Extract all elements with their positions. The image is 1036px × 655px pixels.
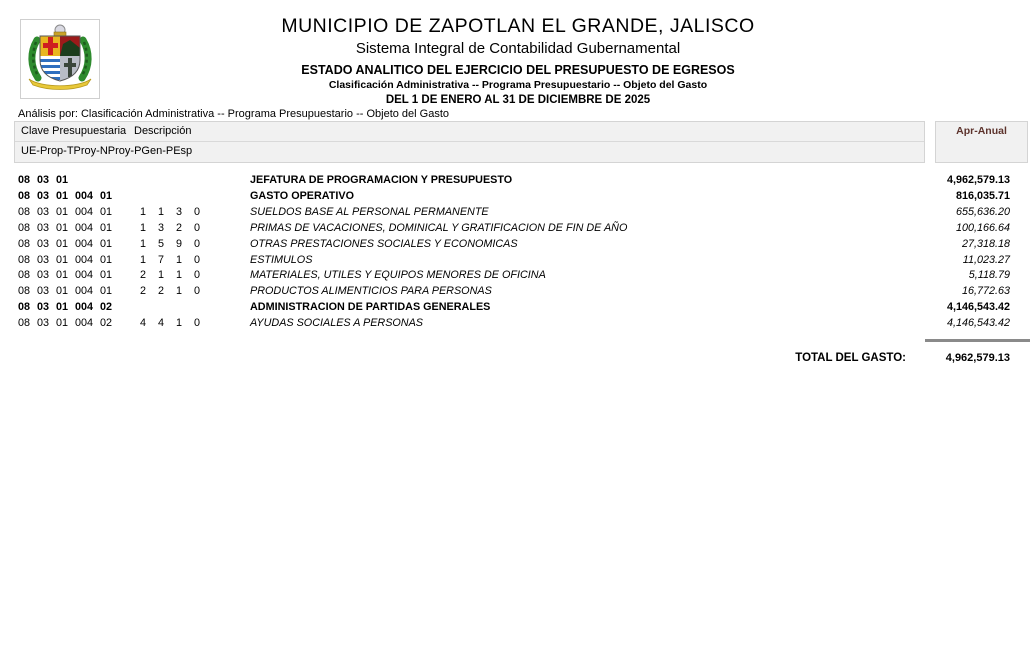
row-code-group: 01 [100, 285, 113, 298]
row-amount: 4,962,579.13 [946, 174, 1010, 186]
row-code-group: 01 [56, 221, 69, 234]
row-code-group: 08 [18, 317, 31, 330]
row-code-group: 01 [56, 253, 69, 266]
row-code-group: 01 [100, 221, 113, 234]
row-code-group: 01 [100, 253, 113, 266]
row-object-digit: 1 [158, 269, 165, 282]
row-object-digit: 0 [194, 205, 201, 218]
budget-key-format: UE-Prop-TProy-NProy-PGen-PEsp [21, 145, 193, 157]
row-code-group: 01 [56, 269, 69, 282]
row-amount: 16,772.63 [961, 285, 1010, 298]
row-object-digit: 4 [158, 317, 165, 330]
table-row [0, 221, 1036, 237]
row-object-digit: 9 [176, 237, 183, 250]
table-row [0, 268, 1036, 284]
row-code-group: 004 [75, 269, 94, 282]
report-rows [0, 173, 1036, 338]
table-row [0, 300, 1036, 316]
row-description: GASTO OPERATIVO [250, 189, 354, 202]
row-object-digit: 1 [140, 237, 147, 250]
row-code-group: 004 [75, 221, 94, 234]
row-code-group: 004 [75, 317, 94, 330]
row-amount: 5,118.79 [968, 269, 1010, 282]
row-description: ADMINISTRACION DE PARTIDAS GENERALES [250, 301, 491, 314]
total-amount: 4,962,579.13 [945, 352, 1010, 364]
column-header-clave: Clave Presupuestaria [21, 125, 127, 137]
row-code-group: 01 [100, 269, 113, 282]
row-code-group: 004 [75, 205, 94, 218]
row-code-group: 03 [37, 174, 50, 186]
row-code-group: 01 [56, 174, 69, 186]
row-object-digit: 2 [176, 221, 183, 234]
analysis-by-line: Análisis por: Clasificación Administrativa -- Programa Presupuestario -- Objeto del Gasto [18, 108, 450, 120]
table-row [0, 237, 1036, 253]
row-code-group: 004 [75, 301, 94, 314]
row-object-digit: 1 [140, 221, 147, 234]
row-code-group: 004 [75, 189, 94, 202]
row-amount: 27,318.18 [961, 237, 1010, 250]
row-code-group: 004 [75, 285, 94, 298]
row-code-group: 02 [100, 317, 113, 330]
row-code-group: 004 [75, 237, 94, 250]
page-title: MUNICIPIO DE ZAPOTLAN EL GRANDE, JALISCO [281, 15, 755, 37]
row-object-digit: 1 [176, 253, 183, 266]
row-code-group: 03 [37, 301, 50, 314]
table-header-left [14, 121, 925, 163]
row-amount: 4,146,543.42 [946, 301, 1010, 314]
row-object-digit: 1 [140, 253, 147, 266]
report-period: DEL 1 DE ENERO AL 31 DE DICIEMBRE DE 2025 [385, 94, 651, 106]
row-code-group: 01 [56, 317, 69, 330]
row-object-digit: 0 [194, 253, 201, 266]
row-object-digit: 0 [194, 221, 201, 234]
row-object-digit: 0 [194, 269, 201, 282]
row-description: OTRAS PRESTACIONES SOCIALES Y ECONOMICAS [250, 237, 518, 250]
row-object-digit: 2 [140, 269, 147, 282]
row-code-group: 08 [18, 269, 31, 282]
table-row [0, 173, 1036, 189]
row-object-digit: 1 [140, 205, 147, 218]
row-code-group: 03 [37, 205, 50, 218]
row-code-group: 03 [37, 221, 50, 234]
row-object-digit: 7 [158, 253, 165, 266]
row-code-group: 01 [100, 237, 113, 250]
row-code-group: 08 [18, 189, 31, 202]
row-amount: 11,023.27 [962, 253, 1010, 266]
row-description: JEFATURA DE PROGRAMACION Y PRESUPUESTO [250, 174, 513, 186]
row-object-digit: 0 [194, 317, 201, 330]
row-code-group: 01 [56, 205, 69, 218]
row-description: MATERIALES, UTILES Y EQUIPOS MENORES DE OFICINA [250, 269, 546, 282]
row-code-group: 01 [56, 301, 69, 314]
row-amount: 816,035.71 [955, 189, 1010, 202]
row-description: SUELDOS BASE AL PERSONAL PERMANENTE [250, 205, 489, 218]
row-object-digit: 2 [140, 285, 147, 298]
row-code-group: 08 [18, 174, 31, 186]
total-label: TOTAL DEL GASTO: [795, 352, 906, 364]
row-code-group: 08 [18, 221, 31, 234]
total-rule-line [925, 339, 1030, 342]
row-object-digit: 1 [176, 317, 183, 330]
row-code-group: 08 [18, 237, 31, 250]
table-row [0, 284, 1036, 300]
row-code-group: 03 [37, 189, 50, 202]
row-code-group: 08 [18, 253, 31, 266]
row-object-digit: 1 [176, 269, 183, 282]
row-code-group: 03 [37, 269, 50, 282]
row-object-digit: 1 [158, 205, 165, 218]
row-code-group: 01 [56, 285, 69, 298]
row-amount: 4,146,543.42 [946, 317, 1010, 330]
row-object-digit: 0 [194, 237, 201, 250]
table-row [0, 189, 1036, 205]
row-object-digit: 3 [176, 205, 183, 218]
report-title: ESTADO ANALITICO DEL EJERCICIO DEL PRESUPUESTO DE EGRESOS [301, 63, 735, 77]
row-code-group: 03 [37, 237, 50, 250]
row-code-group: 03 [37, 285, 50, 298]
amount-column-header: Apr-Anual [935, 121, 1028, 163]
row-code-group: 01 [100, 205, 113, 218]
row-code-group: 03 [37, 253, 50, 266]
row-object-digit: 0 [194, 285, 201, 298]
row-description: ESTIMULOS [250, 253, 313, 266]
row-code-group: 01 [100, 189, 113, 202]
row-code-group: 004 [75, 253, 94, 266]
row-code-group: 08 [18, 285, 31, 298]
column-header-descripcion: Descripción [134, 125, 192, 137]
row-object-digit: 2 [158, 285, 165, 298]
row-amount: 655,636.20 [955, 205, 1010, 218]
row-description: AYUDAS SOCIALES A PERSONAS [250, 317, 424, 330]
row-code-group: 01 [56, 237, 69, 250]
table-row [0, 253, 1036, 269]
row-description: PRIMAS DE VACACIONES, DOMINICAL Y GRATIFICACION DE FIN DE AÑO [250, 221, 628, 234]
row-code-group: 08 [18, 301, 31, 314]
system-subtitle: Sistema Integral de Contabilidad Gubernamental [355, 40, 681, 57]
row-amount: 100,166.64 [955, 221, 1010, 234]
row-description: PRODUCTOS ALIMENTICIOS PARA PERSONAS [250, 285, 492, 298]
row-code-group: 01 [56, 189, 69, 202]
row-object-digit: 3 [158, 221, 165, 234]
row-object-digit: 4 [140, 317, 147, 330]
row-object-digit: 5 [158, 237, 165, 250]
row-object-digit: 1 [176, 285, 183, 298]
table-row [0, 205, 1036, 221]
classification-line: Clasificación Administrativa -- Programa Presupuestario -- Objeto del Gasto [328, 79, 708, 91]
table-row [0, 316, 1036, 332]
row-code-group: 02 [100, 301, 113, 314]
row-code-group: 03 [37, 317, 50, 330]
row-code-group: 08 [18, 205, 31, 218]
